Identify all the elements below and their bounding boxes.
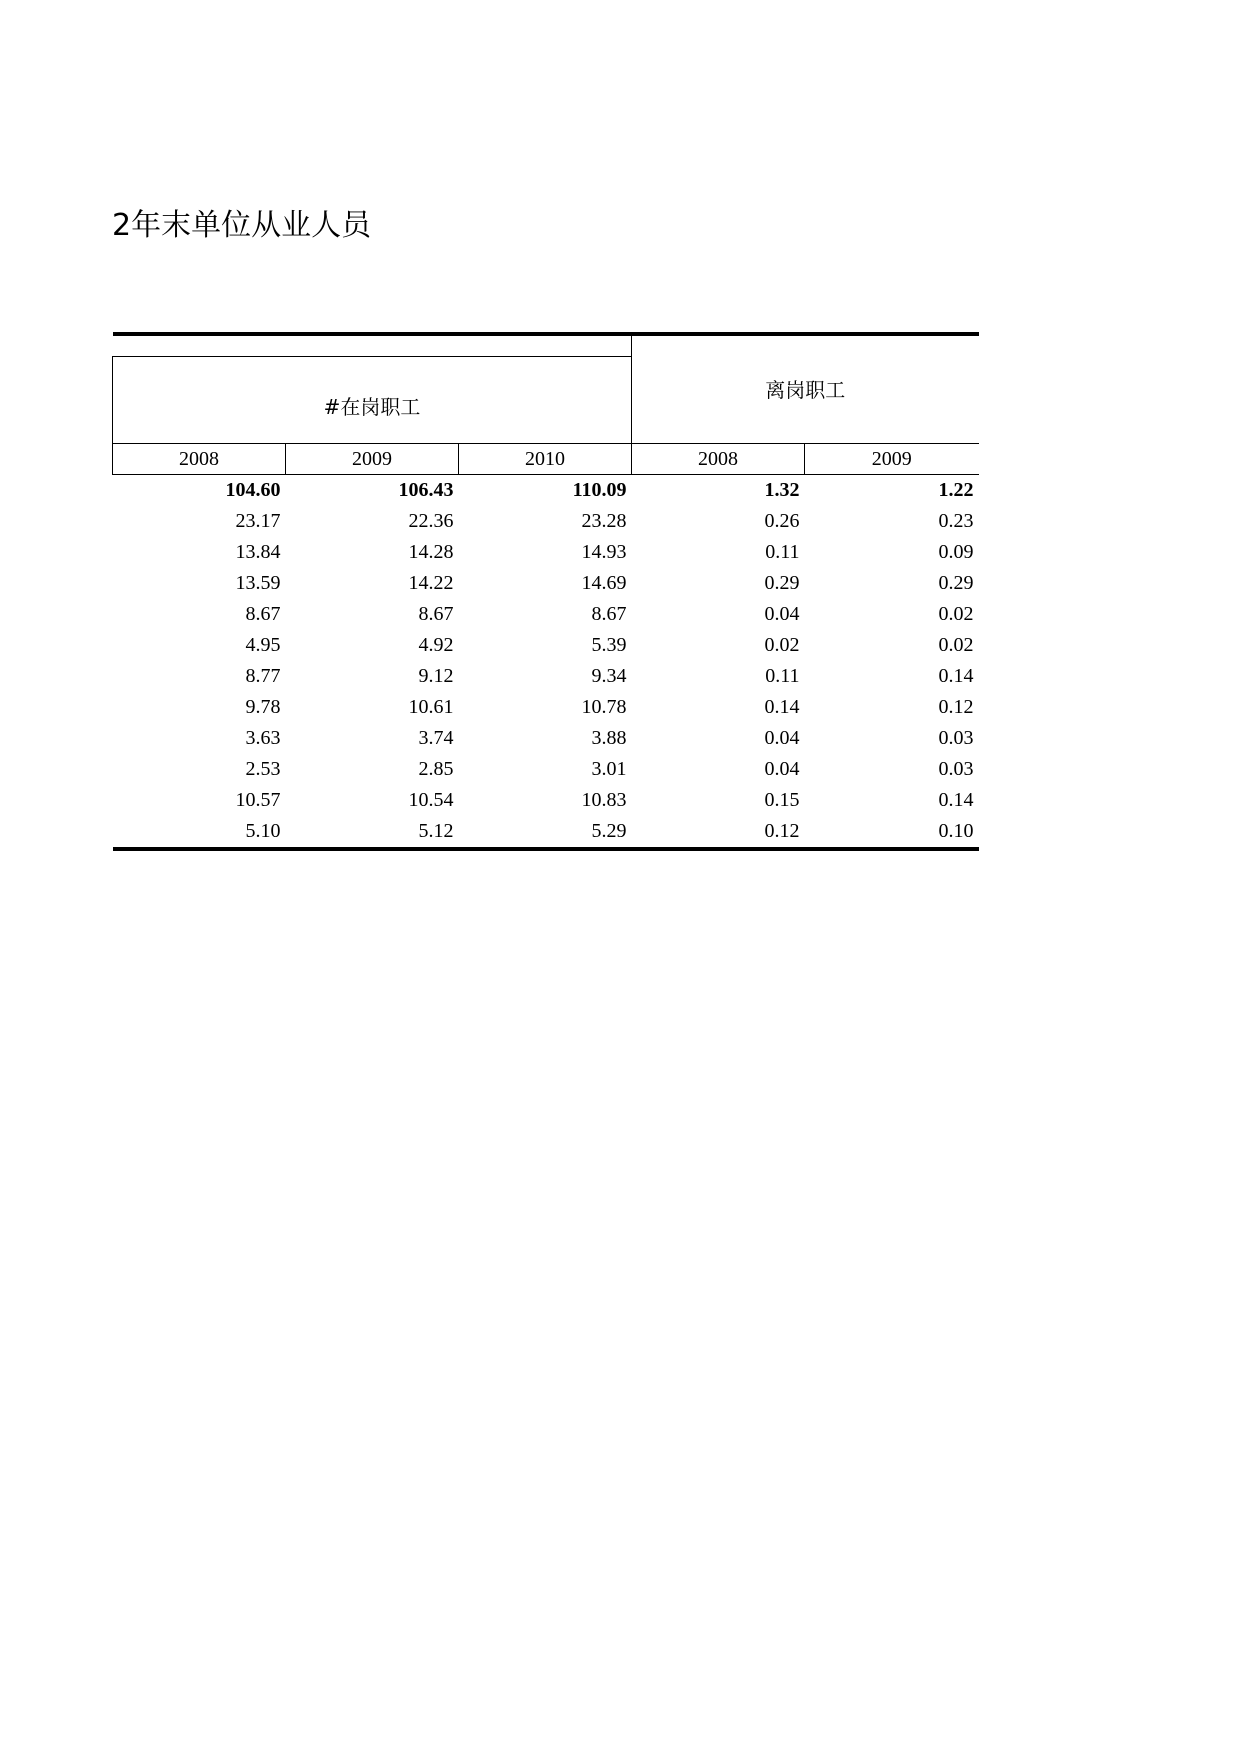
table-cell: 8.67 (245, 603, 281, 625)
table-cell: 0.12 (938, 696, 974, 718)
year-header: 2009 (286, 444, 459, 475)
table-row (113, 568, 979, 599)
table-cell: 14.28 (408, 541, 454, 563)
table-cell: 10.54 (408, 789, 454, 811)
table-cell: 8.77 (245, 665, 281, 687)
table-cell: 3.74 (418, 727, 454, 749)
table-cell: 22.36 (408, 510, 454, 532)
table-cell: 23.17 (235, 510, 281, 532)
table-cell: 0.09 (938, 541, 974, 563)
table-cell: 0.10 (805, 816, 979, 849)
table-cell: 5.10 (113, 816, 286, 849)
table-cell: 0.04 (764, 758, 800, 780)
table-cell: 4.92 (418, 634, 454, 656)
table-cell: 9.34 (591, 665, 627, 687)
table-cell: 0.04 (764, 603, 800, 625)
table-cell: 10.83 (581, 789, 627, 811)
table-cell: 10.78 (581, 696, 627, 718)
group-header-on-post: #在岗职工 (113, 357, 632, 444)
table-row (113, 661, 979, 692)
table-cell: 0.29 (938, 572, 974, 594)
table-cell: 5.29 (459, 816, 632, 849)
table-row (113, 506, 979, 537)
employment-table-container (112, 332, 978, 851)
table-cell: 0.29 (764, 572, 800, 594)
table-cell: 10.57 (235, 789, 281, 811)
table-top-rule (113, 334, 979, 357)
table-cell: 0.26 (764, 510, 800, 532)
year-header: 2009 (805, 444, 979, 475)
table-cell: 23.28 (581, 510, 627, 532)
table-cell: 9.78 (245, 696, 281, 718)
table-cell: 0.02 (938, 603, 974, 625)
table-cell: 8.67 (418, 603, 454, 625)
table-cell: 1.22 (938, 479, 974, 501)
table-cell: 0.14 (764, 696, 800, 718)
table-cell: 14.93 (581, 541, 627, 563)
table-cell: 2.85 (418, 758, 454, 780)
table-cell: 4.95 (245, 634, 281, 656)
table-cell: 0.23 (938, 510, 974, 532)
table-row (113, 630, 979, 661)
table-row (113, 816, 979, 849)
table-cell: 13.59 (235, 572, 281, 594)
table-cell: 3.63 (245, 727, 281, 749)
table-cell: 0.03 (938, 727, 974, 749)
table-cell: 0.14 (938, 789, 974, 811)
table-cell: 0.03 (938, 758, 974, 780)
table-cell: 104.60 (225, 479, 281, 501)
table-cell: 10.61 (408, 696, 454, 718)
table-cell: 5.39 (591, 634, 627, 656)
table-cell: 106.43 (398, 479, 454, 501)
table-cell: 2.53 (245, 758, 281, 780)
table-cell: 0.11 (765, 665, 800, 687)
page-title: 2年末单位从业人员 (112, 208, 372, 243)
table-row (113, 599, 979, 630)
table-cell: 0.02 (764, 634, 800, 656)
table-row (113, 754, 979, 785)
table-cell: 0.02 (938, 634, 974, 656)
table-cell: 9.12 (418, 665, 454, 687)
group-header-off-post: 离岗职工 (632, 334, 979, 444)
year-header-row (113, 444, 979, 475)
year-header: 2008 (632, 444, 805, 475)
table-cell: 0.11 (765, 541, 800, 563)
table-row (113, 723, 979, 754)
table-cell: 0.14 (938, 665, 974, 687)
table-row (113, 537, 979, 568)
table-cell: 3.01 (591, 758, 627, 780)
table-row (113, 692, 979, 723)
table-cell: 1.32 (764, 479, 800, 501)
table-row (113, 475, 979, 507)
table-cell: 0.15 (764, 789, 800, 811)
table-cell: 3.88 (591, 727, 627, 749)
employment-table (112, 332, 979, 851)
table-cell: 0.04 (764, 727, 800, 749)
table-cell: 14.22 (408, 572, 454, 594)
table-cell: 0.12 (632, 816, 805, 849)
table-cell: 14.69 (581, 572, 627, 594)
table-cell: 8.67 (591, 603, 627, 625)
year-header: 2008 (113, 444, 286, 475)
table-cell: 5.12 (286, 816, 459, 849)
table-row (113, 785, 979, 816)
table-cell: 110.09 (572, 479, 627, 501)
year-header: 2010 (459, 444, 632, 475)
table-cell: 13.84 (235, 541, 281, 563)
